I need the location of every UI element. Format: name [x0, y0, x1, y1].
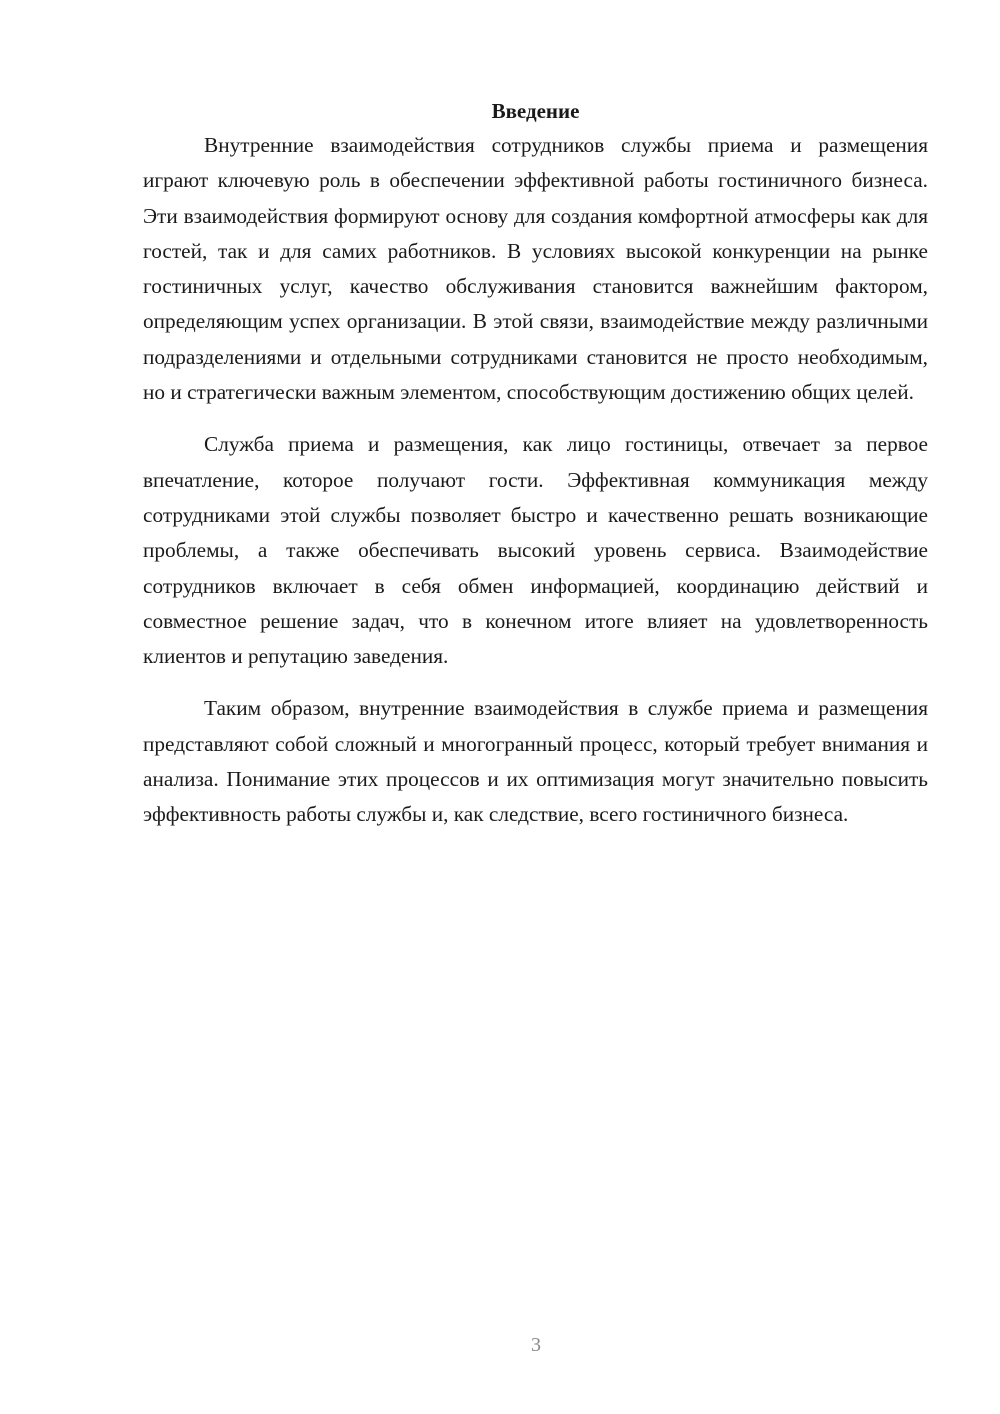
paragraph-1: Внутренние взаимодействия сотрудников службы приема и размещения играют ключевую роль в обеспечении эффективной работы гостиничного бизнеса. Эти взаимодействия формируют основу для создания комфортной атмосферы как для гостей, так и для самих работников. В условиях высокой конкуренции на рынке гостиничных услуг, качество обслуживания становится важнейшим фактором, определяющим успех организации. В этой связи, взаимодействие между различными подразделениями и отдельными сотрудниками становится не просто необходимым, но и стратегически важным элементом, способствующим достижению общих целей. — [143, 133, 928, 405]
paragraph-2: Служба приема и размещения, как лицо гостиницы, отвечает за первое впечатление, которое получают гости. Эффективная коммуникация между сотрудниками этой службы позволяет быстро и качественно решать возникающие проблемы, а также обеспечивать высокий уровень сервиса. Взаимодействие сотрудников включает в себя обмен информацией, координацию действий и совместное решение задач, что в конечном итоге влияет на удовлетворенность клиентов и репутацию заведения. — [143, 432, 928, 669]
document-title: Введение — [491, 99, 580, 123]
document-page — [143, 96, 928, 833]
page-number: 3 — [531, 1334, 541, 1356]
paragraph-3: Таким образом, внутренние взаимодействия в службе приема и размещения представляют собой сложный и многогранный процесс, который требует внимания и анализа. Понимание этих процессов и их оптимизация могут значительно повысить эффективность работы службы и, как следствие, всего гостиничного бизнеса. — [143, 696, 928, 827]
